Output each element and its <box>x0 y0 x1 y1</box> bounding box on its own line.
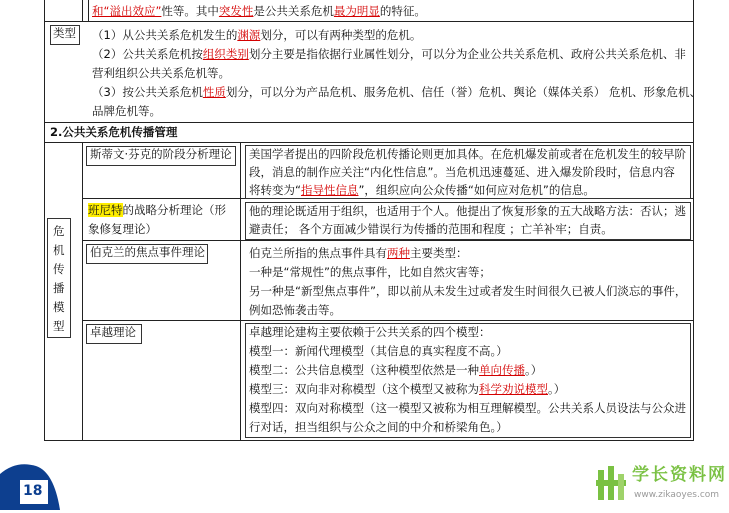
table-line <box>44 440 694 441</box>
types-item-2: （2）公共关系危机按组织类别划分主要是指依据行业属性划分，可以分为企业公共关系危机、政府公共关系危机、非 <box>92 47 686 61</box>
types-item-3: （3）按公共关系危机性质划分，可以分为产品危机、服务危机、信任（誉）危机、舆论（媒体关系） 危机、形象危机、 <box>92 85 701 99</box>
brand-url: www.zikaoyes.com <box>634 490 720 500</box>
table-line <box>44 21 694 22</box>
row4-title: 卓越理论 <box>90 325 136 339</box>
row1-line: 段，消息的制作应关注“内化性信息”。当危机迅速蔓延、进入爆发阶段时，信息内容 <box>249 165 675 179</box>
row3-line: 另一种是“新型焦点事件”，即以前从未发生过或者发生时间很久已被人们淡忘的事件， <box>249 284 687 298</box>
left-label-char: 模 <box>53 300 65 314</box>
table-line <box>693 0 694 440</box>
row4-line: 模型二：公共信息模型（这种模型依然是一种单向传播。） <box>249 363 543 377</box>
keyword-spillover: 和“溢出效应” <box>92 4 162 18</box>
row2-title-cont: 象修复理论） <box>88 222 157 236</box>
row4-line: 模型一：新闻代理模型（其信息的真实程度不高。） <box>249 344 508 358</box>
types-item-2-cont: 营利组织公共关系危机等。 <box>92 66 230 80</box>
row2-line: 他的理论既适用于组织，也适用于个人。他提出了恢复形象的五大战略方法：否认；逃 <box>249 204 686 218</box>
table-line <box>240 142 241 440</box>
types-item-1: （1）从公共关系危机发生的渊源划分，可以有两种类型的危机。 <box>92 28 422 42</box>
row3-line: 一种是“常规性”的焦点事件，比如自然灾害等； <box>249 265 491 279</box>
row1-line: 美国学者提出的四阶段危机传播论则更加具体。在危机爆发前或者在危机发生的较早阶 <box>249 147 686 161</box>
left-label-char: 型 <box>53 319 65 333</box>
table-line <box>44 0 45 440</box>
keyword-most-obvious: 最为明显 <box>333 4 380 18</box>
left-label-char: 传 <box>53 262 65 276</box>
keyword-suddenness: 突发性 <box>218 4 254 18</box>
section-title: 2.公共关系危机传播管理 <box>50 125 178 139</box>
row4-line: 行对话，担当组织与公众之间的中介和桥梁角色。） <box>249 420 508 434</box>
brand-logo-icon <box>594 464 628 504</box>
left-label-char: 危 <box>53 224 65 238</box>
row1-title: 斯蒂文·芬克的阶段分析理论 <box>90 147 232 161</box>
types-label: 类型 <box>53 26 76 40</box>
page-number: 18 <box>23 483 43 499</box>
row1-line: 将转变为“指导性信息”，组织应向公众传播“如何应对危机”的信息。 <box>249 183 595 197</box>
table-line <box>82 142 83 440</box>
highlight-bennett: 班尼特 <box>88 203 123 217</box>
row4-line: 模型四：双向对称模型（这一模型又被称为相互理解模型。公共关系人员设法与公众进 <box>249 401 686 415</box>
brand-name: 学长资料网 <box>632 465 727 485</box>
table-line <box>82 240 694 241</box>
row2-line: 避责任； 各个方面减少错误行为传播的范围和程度 ；亡羊补牢；自责。 <box>249 222 613 236</box>
row3-title: 伯克兰的焦点事件理论 <box>90 245 205 259</box>
left-label-char: 机 <box>53 243 65 257</box>
row4-line: 卓越理论建构主要依赖于公共关系的四个模型： <box>249 325 491 339</box>
top-fragment-text: 和“溢出效应”性等。其中突发性是公共关系危机最为明显的特征。 <box>92 4 426 18</box>
table-line <box>88 0 89 21</box>
row3-line: 伯克兰所指的焦点事件具有两种主要类型： <box>249 246 468 260</box>
table-line <box>82 320 694 321</box>
row4-line: 模型三：双向非对称模型（这个模型又被称为科学劝说模型。） <box>249 382 566 396</box>
table-line <box>82 0 83 21</box>
left-label-char: 播 <box>53 281 65 295</box>
types-item-3-cont: 品牌危机等。 <box>92 104 161 118</box>
row3-line: 例如恐怖袭击等。 <box>249 303 341 317</box>
table-line <box>44 142 694 143</box>
brand-watermark <box>594 462 727 506</box>
page-number-badge <box>0 460 60 510</box>
row2-title: 班尼特的战略分析理论（形 <box>88 203 226 217</box>
